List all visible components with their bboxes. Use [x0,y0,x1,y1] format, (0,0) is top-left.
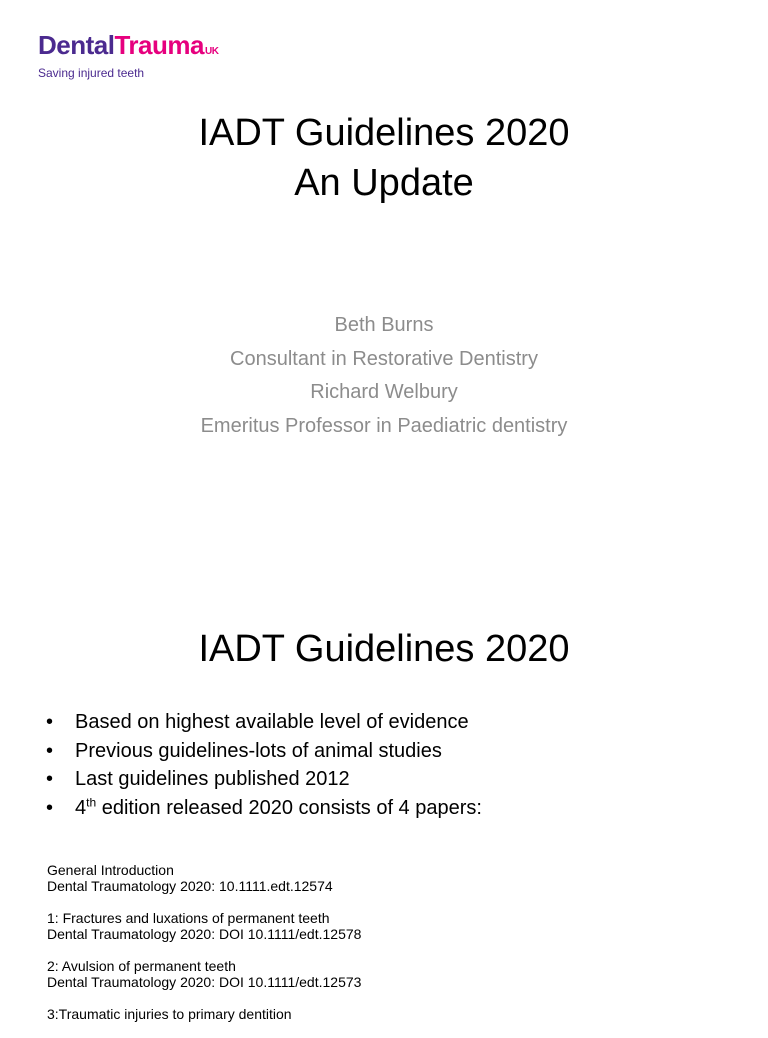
dental-trauma-logo [38,30,218,80]
bullet-text: Last guidelines published 2012 [75,768,350,790]
reference-citation: Dental Traumatology 2020: DOI 10.1111/edt.12578 [47,926,362,942]
logo-wordmark [38,30,218,67]
reference-citation: Dental Traumatology 2020: 10.1111.edt.12574 [47,878,333,894]
bullet-dot: • [46,711,54,733]
reference-title: 3:Traumatic injuries to primary dentition [47,1006,292,1022]
bullet-dot: • [46,796,54,819]
bullet-text: Based on highest available level of evidence [75,711,469,733]
author-block [0,309,768,443]
author-line: Beth Burns [334,314,434,336]
bullet-item [46,737,482,766]
title-line-1: IADT Guidelines 2020 [198,112,570,154]
reference-item [47,862,361,894]
reference-title: 1: Fractures and luxations of permanent teeth [47,910,330,926]
bullet-item [46,765,482,794]
reference-item [47,958,361,990]
reference-citation: Dental Traumatology 2020: DOI 10.1111/edt.12573 [47,974,362,990]
bullet-text: Previous guidelines-lots of animal studies [75,739,442,762]
reference-title: General Introduction [47,862,174,878]
bullet-num: 4 [75,796,87,819]
bullet-text: edition released 2020 consists of 4 papers: [96,796,482,819]
bullet-list [46,708,482,822]
slide2-title: IADT Guidelines 2020 [198,628,570,670]
reference-item [47,1006,361,1022]
title-line-2: An Update [294,162,474,204]
bullet-item [46,794,482,823]
author-line: Richard Welbury [310,381,458,403]
logo-trauma-text: Trauma [114,30,204,60]
bullet-item [46,708,482,737]
logo-uk-text: UK [204,46,219,57]
reference-item [47,910,361,942]
reference-title: 2: Avulsion of permanent teeth [47,958,236,974]
author-line: Consultant in Restorative Dentistry [230,347,538,370]
reference-list [47,862,361,1038]
slide-guidelines [0,576,768,1024]
logo-dental-text: Dental [38,30,115,60]
bullet-dot: • [46,768,54,790]
bullet-dot: • [46,739,54,762]
bullet-superscript: th [86,794,97,809]
logo-tagline: Saving injured teeth [38,66,145,80]
slide1-title [0,108,768,208]
author-line: Emeritus Professor in Paediatric dentistry [200,414,568,437]
